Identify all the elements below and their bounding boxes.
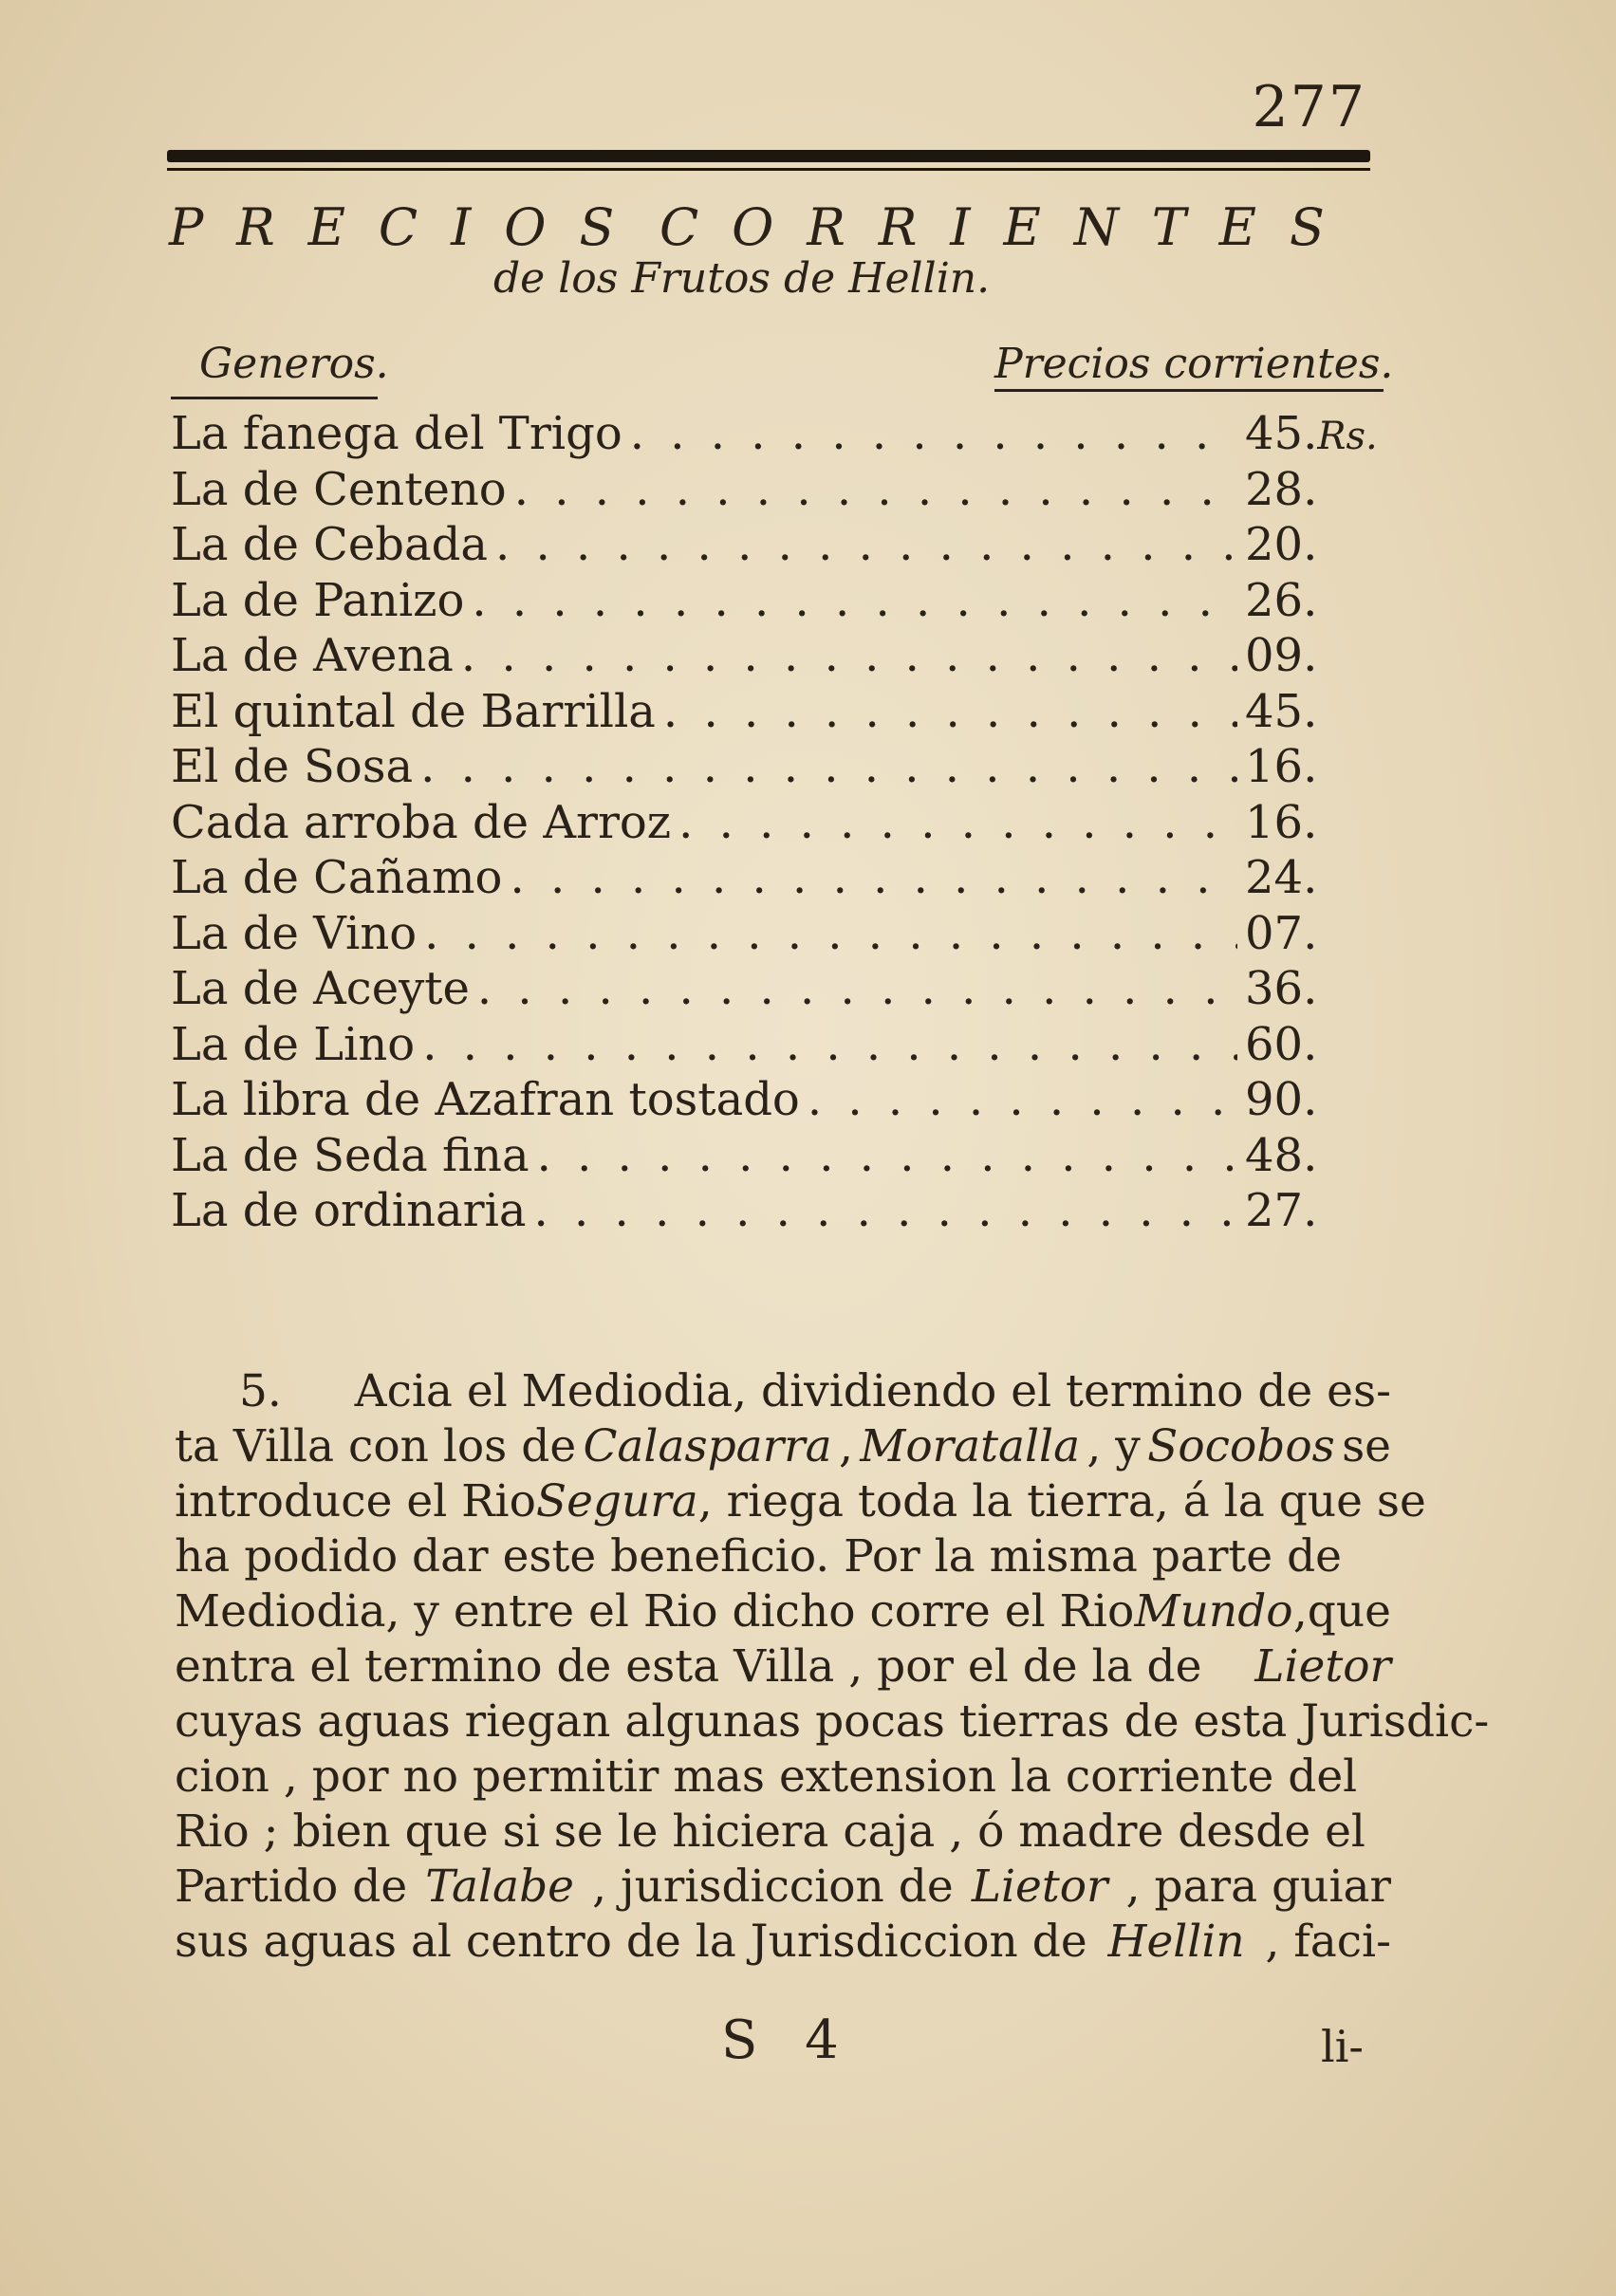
item-name: La de Panizo	[171, 573, 465, 627]
dot-leader	[808, 1072, 1237, 1127]
title-letter: E	[307, 197, 367, 257]
text-span: , jurisdiccion de	[592, 1861, 954, 1913]
text-span: sus aguas al centro de la Jurisdiccion de	[175, 1916, 1087, 1968]
price-value: 16.	[1245, 795, 1318, 849]
place-name: Talabe	[425, 1861, 574, 1913]
text-line	[175, 1419, 1391, 1474]
text-span: ,	[838, 1420, 853, 1472]
item-name: La de Avena	[171, 629, 454, 682]
text-span: ta Villa con los de	[175, 1420, 577, 1472]
body-paragraph	[175, 1364, 1490, 1970]
item-name: Cada arroba de Arroz	[171, 795, 672, 849]
dot-leader	[663, 684, 1237, 739]
place-name: Socobos	[1147, 1420, 1335, 1472]
dot-leader	[678, 795, 1237, 850]
item-price	[1245, 850, 1387, 905]
price-list	[171, 406, 1387, 1239]
item-price	[1245, 961, 1387, 1016]
column-underline	[994, 389, 1384, 392]
item-name: La de Lino	[171, 1017, 416, 1071]
text-span: ,que	[1292, 1585, 1391, 1638]
price-row	[171, 406, 1387, 462]
item-name: La de Seda fina	[171, 1128, 529, 1182]
text-span: , riega toda la tierra, á la que se	[697, 1475, 1426, 1528]
text-line	[175, 1529, 1391, 1584]
price-value: 16.	[1245, 740, 1318, 793]
dot-leader	[477, 961, 1237, 1016]
title-letter: N	[1073, 197, 1140, 257]
item-price	[1245, 684, 1387, 739]
item-name: La de Vino	[171, 906, 418, 960]
price-row	[171, 739, 1387, 795]
text-line	[175, 1915, 1391, 1970]
price-row	[171, 1072, 1387, 1128]
price-value: 27.	[1245, 1184, 1318, 1237]
dot-leader	[472, 573, 1237, 628]
price-value: 20.	[1245, 518, 1318, 571]
item-price	[1245, 906, 1387, 961]
price-value: 60.	[1245, 1017, 1318, 1071]
price-value: 26.	[1245, 573, 1318, 627]
price-row	[171, 517, 1387, 573]
title-letter: P	[169, 197, 225, 257]
text-line	[175, 1805, 1391, 1860]
title-letter: E	[1003, 197, 1062, 257]
item-name: La fanega del Trigo	[171, 407, 622, 460]
page-number: 277	[1252, 74, 1366, 140]
title-letter: I	[451, 197, 492, 257]
title-letter: R	[878, 197, 938, 257]
price-value: 36.	[1245, 962, 1318, 1015]
dot-leader	[422, 1017, 1237, 1072]
dot-leader	[514, 462, 1237, 517]
title-letter: I	[950, 197, 992, 257]
item-name: La de Cebada	[171, 518, 488, 571]
title-letter: R	[807, 197, 866, 257]
title-letter: T	[1151, 197, 1207, 257]
table-title	[169, 197, 1346, 257]
table-subtitle: de los Frutos de Hellin.	[493, 254, 991, 303]
price-value: 07.	[1245, 906, 1318, 960]
price-row	[171, 906, 1387, 962]
item-name: La de Centeno	[171, 462, 507, 516]
column-underline	[171, 397, 378, 399]
dot-leader	[461, 628, 1237, 683]
item-name: La libra de Azafran tostado	[171, 1073, 800, 1126]
place-name: Moratalla	[860, 1420, 1081, 1472]
item-price	[1245, 628, 1387, 683]
item-name: La de Aceyte	[171, 962, 470, 1015]
place-name: Calasparra	[583, 1420, 832, 1472]
item-price	[1245, 1128, 1387, 1183]
item-price	[1245, 462, 1387, 517]
item-name: El quintal de Barrilla	[171, 684, 656, 738]
title-letter: C	[659, 197, 720, 257]
price-row	[171, 1017, 1387, 1073]
title-letter: O	[732, 197, 795, 257]
text-line	[175, 1750, 1391, 1805]
text-span: , para guiar	[1125, 1861, 1391, 1913]
dot-leader	[534, 1183, 1237, 1238]
item-name: La de Cañamo	[171, 851, 503, 904]
text-line	[175, 1694, 1490, 1750]
place-name: Mundo	[1134, 1585, 1293, 1638]
price-value: 28.	[1245, 462, 1318, 516]
item-name: La de ordinaria	[171, 1184, 527, 1237]
dot-leader	[495, 517, 1237, 572]
price-value: 45.	[1245, 684, 1318, 738]
column-header-generos: Generos.	[199, 340, 389, 388]
place-name: Lietor	[1254, 1640, 1391, 1693]
catchword: li-	[1321, 2021, 1364, 2072]
item-price	[1245, 795, 1387, 850]
price-row	[171, 850, 1387, 906]
text-span: , faci-	[1265, 1916, 1391, 1968]
price-row	[171, 462, 1387, 518]
text-span: introduce el Rio	[175, 1475, 536, 1528]
text-span: cion , por no permitir mas extension la corriente del	[175, 1750, 1358, 1803]
item-price	[1245, 739, 1387, 794]
title-letter: E	[1218, 197, 1278, 257]
place-name: Segura	[535, 1475, 698, 1528]
text-span: Rio ; bien que si se le hiciera caja , ó madre desde el	[175, 1805, 1365, 1858]
item-price	[1245, 406, 1387, 464]
price-value: 45.	[1245, 407, 1318, 460]
text-line	[175, 1860, 1391, 1915]
price-row	[171, 1183, 1387, 1239]
price-row	[171, 684, 1387, 740]
text-line	[175, 1584, 1391, 1639]
price-value: 09.	[1245, 629, 1318, 682]
text-span: , y	[1087, 1420, 1141, 1472]
text-span: entra el termino de esta Villa , por el de la de	[175, 1640, 1202, 1693]
price-value: 24.	[1245, 851, 1318, 904]
text-line	[175, 1639, 1391, 1694]
header-rule	[167, 150, 1370, 162]
text-line	[175, 1364, 1391, 1419]
signature-mark: S 4	[721, 2009, 854, 2071]
price-row	[171, 795, 1387, 851]
text-span: Acia el Mediodia, dividiendo el termino de es-	[354, 1365, 1391, 1417]
item-price	[1245, 1072, 1387, 1127]
text-span: cuyas aguas riegan algunas pocas tierras de esta Jurisdic-	[175, 1695, 1490, 1748]
price-value: 48.	[1245, 1128, 1318, 1182]
item-name: El de Sosa	[171, 740, 414, 793]
title-letter: C	[378, 197, 439, 257]
text-line	[175, 1474, 1426, 1529]
text-span: Partido de	[175, 1861, 408, 1913]
price-row	[171, 1128, 1387, 1184]
dot-leader	[420, 739, 1237, 794]
text-span: Mediodia, y entre el Rio dicho corre el Rio	[175, 1585, 1135, 1638]
item-price	[1245, 1017, 1387, 1072]
price-row	[171, 961, 1387, 1017]
item-price	[1245, 517, 1387, 572]
text-span: ha podido dar este beneficio. Por la misma parte de	[175, 1530, 1342, 1583]
item-price	[1245, 1183, 1387, 1238]
text-span: se	[1342, 1420, 1391, 1472]
price-row	[171, 628, 1387, 684]
header-rule-thin	[167, 168, 1370, 171]
dot-leader	[537, 1128, 1237, 1183]
title-letter: R	[236, 197, 296, 257]
price-value: 90.	[1245, 1073, 1318, 1126]
dot-leader	[630, 406, 1237, 461]
title-letter: S	[1289, 197, 1346, 257]
title-letter: S	[579, 197, 636, 257]
price-unit: Rs.	[1317, 415, 1378, 458]
paragraph-number: 5.	[239, 1365, 282, 1417]
dot-leader	[424, 906, 1237, 961]
place-name: Hellin	[1107, 1916, 1245, 1968]
title-letter: O	[504, 197, 567, 257]
column-header-precios: Precios corrientes.	[994, 340, 1394, 388]
price-row	[171, 573, 1387, 629]
place-name: Lietor	[971, 1861, 1108, 1913]
item-price	[1245, 573, 1387, 628]
dot-leader	[510, 850, 1237, 905]
